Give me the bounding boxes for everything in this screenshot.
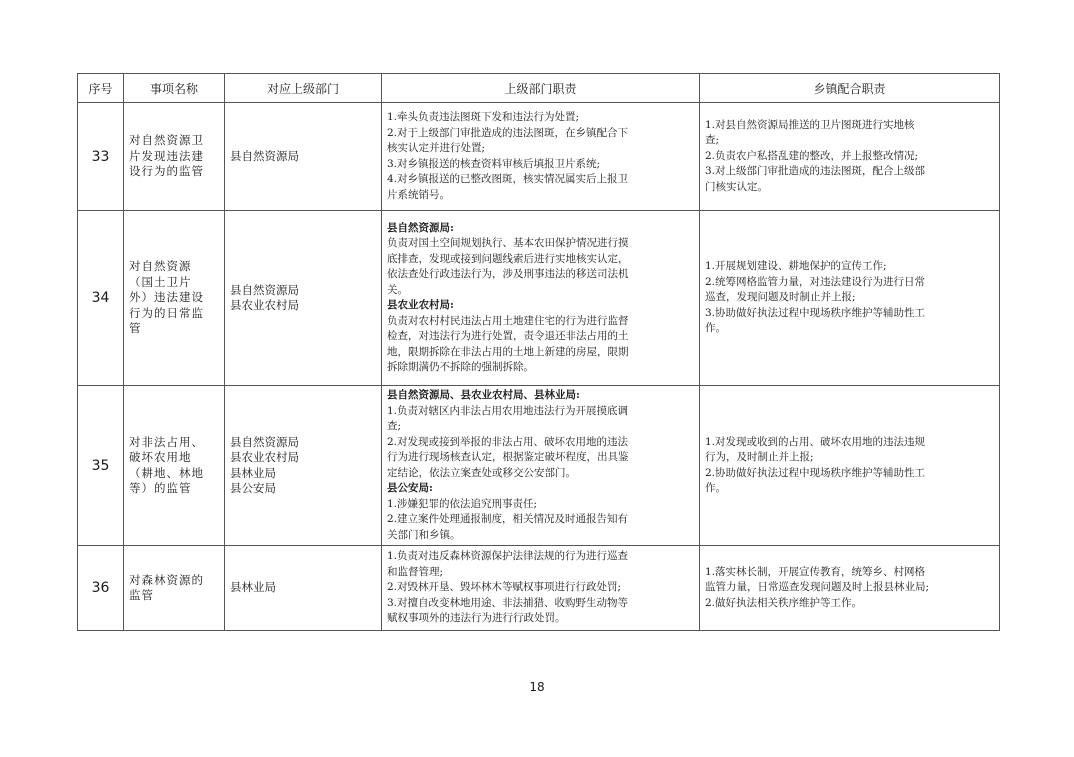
item-name-line: （耕地、林地: [129, 465, 204, 480]
serial-number-cell: [78, 211, 124, 386]
page-number: 18: [529, 680, 545, 694]
duty-line: 查;: [387, 420, 402, 432]
item-name-line: 对自然资源: [129, 259, 192, 274]
township-duty-line: 2.负责农户私搭乱建的整改，并上报整改情况;: [705, 149, 919, 162]
duty-department-heading: 县农业农村局:: [387, 299, 454, 311]
table-row: [78, 546, 1000, 631]
table-row: [78, 386, 1000, 546]
department-cell: [225, 211, 382, 386]
township-duty-line: 查;: [705, 134, 720, 147]
duty-line: 关。: [387, 283, 408, 296]
duty-line: 2.建立案件处理通报制度，相关情况及时通报告知有: [387, 513, 629, 525]
duty-line: 负责对国土空间规划执行、基本农田保护情况进行摸: [387, 237, 629, 249]
township-duty-line: 巡查，发现问题及时制止并上报;: [705, 291, 856, 304]
duty-line: 1.负责对违反森林资源保护法律法规的行为进行巡查: [387, 550, 629, 563]
duty-line: 检查，对违法行为进行处置，责令退还非法占用的土: [387, 330, 629, 342]
serial-number-cell: [78, 386, 124, 546]
duty-line: 2.对于上级部门审批造成的违法图斑，在乡镇配合下: [387, 126, 629, 139]
department-cell: [225, 386, 382, 546]
item-name-line: 外）违法建设: [129, 290, 204, 305]
superior-duty-cell: [382, 546, 700, 631]
township-duty-line: 行为，及时制止并上报;: [705, 451, 814, 463]
duty-line: 4.对乡镇报送的已整改图斑，核实情况属实后上报卫: [387, 173, 629, 185]
township-duty-line: 1.对发现或收到的占用、破坏农用地的违法违规: [705, 435, 926, 448]
department-name: 县农业农村局: [230, 298, 299, 312]
department-name: 县公安局: [230, 481, 276, 495]
duty-line: 1.负责对辖区内非法占用农用地违法行为开展摸底调: [387, 404, 629, 417]
item-name-cell: [124, 211, 225, 386]
township-duty-cell: [700, 103, 1000, 211]
item-name-line: 对森林资源的: [129, 572, 204, 587]
table-row: [78, 211, 1000, 386]
township-duty-line: 1.开展规划建设、耕地保护的宣传工作;: [705, 260, 887, 273]
header-superior-department: 对应上级部门: [225, 74, 382, 103]
serial-number-cell: [78, 103, 124, 211]
department-name: 县自然资源局: [230, 434, 299, 449]
duty-line: 定结论，依法立案查处或移交公安部门。: [387, 466, 576, 479]
serial-number: 35: [91, 457, 110, 474]
township-duty-line: 作。: [705, 322, 726, 335]
duty-line: 和监督管理;: [387, 565, 444, 578]
township-duty-line: 作。: [705, 482, 726, 494]
duty-line: 底排查，发现或接到问题线索后进行实地核实认定，: [387, 252, 629, 265]
department-name: 县自然资源局: [230, 282, 299, 297]
duty-line: 2.对毁林开垦、毁坏林木等赋权事项进行行政处罚;: [387, 581, 622, 594]
duty-line: 赋权事项外的违法行为进行行政处罚。: [387, 612, 566, 625]
item-name-line: （国土卫片: [129, 274, 192, 289]
header-item-name: 事项名称: [124, 74, 225, 103]
township-duty-line: 1.落实林长制，开展宣传教育，统筹乡、村网格: [705, 565, 926, 578]
department-name: 县林业局: [230, 580, 276, 595]
duty-line: 关部门和乡镇。: [387, 528, 461, 541]
department-cell: [225, 103, 382, 211]
township-duty-line: 1.对县自然资源局推送的卫片图斑进行实地核: [705, 118, 915, 131]
duty-department-heading: 县自然资源局:: [387, 221, 454, 234]
duty-line: 3.对乡镇报送的核查资料审核后填报卫片系统;: [387, 157, 601, 170]
township-duty-line: 门核实认定。: [705, 180, 768, 193]
township-duty-line: 2.做好执法相关秩序维护等工作。: [705, 596, 863, 609]
township-duty-cell: [700, 546, 1000, 631]
serial-number: 36: [91, 580, 110, 596]
serial-number: 33: [91, 148, 110, 165]
superior-duty-cell: [382, 386, 700, 546]
duty-table: [77, 73, 1000, 631]
township-duty-cell: [700, 211, 1000, 386]
department-cell: [225, 546, 382, 631]
duty-line: 2.对发现或接到举报的非法占用、破坏农用地的违法: [387, 435, 629, 448]
item-name-line: 等）的监管: [129, 481, 192, 495]
duty-line: 片系统销号。: [387, 188, 450, 201]
duty-line: 1.牵头负责违法图斑下发和违法行为处置;: [387, 111, 580, 123]
item-name-line: 片发现违法建: [129, 148, 204, 163]
header-superior-duties: 上级部门职责: [382, 74, 700, 103]
department-name: 县农业农村局: [230, 450, 299, 464]
table-header-row: [78, 74, 1000, 103]
department-name: 县林业局: [230, 465, 276, 480]
header-serial-number: 序号: [78, 74, 124, 103]
item-name-cell: [124, 546, 225, 631]
item-name-line: 行为的日常监: [129, 305, 204, 320]
serial-number: 34: [91, 290, 110, 306]
duty-line: 负责对农村村民违法占用土地建住宅的行为进行监督: [387, 314, 629, 327]
item-name-line: 监管: [129, 588, 154, 602]
township-duty-cell: [700, 386, 1000, 546]
township-duty-line: 2.协助做好执法过程中现场秩序维护等辅助性工: [705, 466, 926, 479]
header-township-duties: 乡镇配合职责: [700, 74, 1000, 103]
duty-line: 3.对擅自改变林地用途、非法捕猎、收购野生动物等: [387, 596, 629, 609]
duty-line: 地，限期拆除在非法占用的土地上新建的房屋，限期: [387, 345, 629, 358]
item-name-cell: [124, 386, 225, 546]
township-duty-line: 3.协助做好执法过程中现场秩序维护等辅助性工: [705, 306, 926, 319]
duty-line: 拆除期满仍不拆除的强制拆除。: [387, 361, 534, 373]
item-name-line: 对自然资源卫: [129, 133, 204, 148]
township-duty-line: 监管力量，日常巡查发现问题及时上报县林业局;: [705, 581, 930, 594]
serial-number-cell: [78, 546, 124, 631]
township-duty-line: 2.统筹网格监管力量，对违法建设行为进行日常: [705, 275, 926, 288]
item-name-line: 管: [129, 321, 142, 336]
item-name-line: 设行为的监管: [129, 164, 204, 179]
duty-line: 行为进行现场核查认定，根据鉴定破坏程度，出具鉴: [387, 451, 629, 463]
department-name: 县自然资源局: [230, 148, 299, 163]
item-name-line: 对非法占用、: [129, 434, 204, 449]
item-name-line: 破坏农用地: [129, 450, 192, 464]
duty-department-heading: 县自然资源局、县农业农村局、县林业局:: [387, 389, 580, 401]
table-row: [78, 103, 1000, 211]
duty-department-heading: 县公安局:: [387, 482, 433, 494]
superior-duty-cell: [382, 211, 700, 386]
township-duty-line: 3.对上级部门审批造成的违法图斑，配合上级部: [705, 165, 926, 178]
duty-line: 核实认定并进行处置;: [387, 142, 486, 154]
item-name-cell: [124, 103, 225, 211]
duty-line: 1.涉嫌犯罪的依法追究刑事责任;: [387, 497, 538, 510]
duty-line: 依法查处行政违法行为，涉及刑事违法的移送司法机: [387, 268, 629, 280]
superior-duty-cell: [382, 103, 700, 211]
